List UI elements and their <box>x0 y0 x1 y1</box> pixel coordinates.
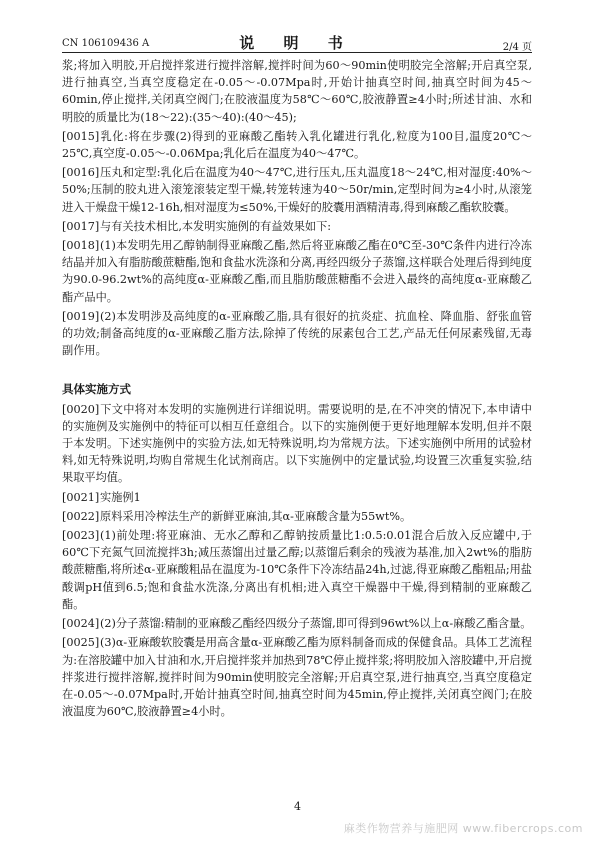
paragraph-text: 与有关技术相比,本发明实施例的有益效果如下: <box>100 219 332 233</box>
paragraph-0024 <box>62 615 532 632</box>
paragraph-text: (1)本发明先用乙醇钠制得亚麻酸乙酯,然后将亚麻酸乙酯在0℃至-30℃条件内进行冷冻结晶并加入有脂肪酸蔗糖酯,饱和食盐水洗涤和分离,再经四级分子蒸馏,这样联合处理后得到纯度为90.0-96.2wt%的高纯度α-亚麻酸乙酯,而且脂肪酸蔗糖酯不会进入最终的高纯度α-亚麻酸乙酯产品中。 <box>62 239 532 304</box>
paragraph-continued <box>62 57 532 126</box>
paragraph-text: (2)分子蒸馏:精制的亚麻酸乙酯经四级分子蒸馏,即可得到96wt%以上α-麻酸乙酯含量。 <box>100 617 532 631</box>
paragraph-0023 <box>62 527 532 613</box>
paragraph-text: 乳化:将在步骤(2)得到的亚麻酸乙酯转入乳化罐进行乳化,粒度为100目,温度20℃～25℃,真空度-0.05～-0.06Mpa;乳化后在温度为40～47℃。 <box>62 129 532 161</box>
paragraph-number: [0020] <box>62 402 100 416</box>
paragraph-number: [0017] <box>62 219 100 233</box>
paragraph-text: (1)前处理:将亚麻油、无水乙醇和乙醇钠按质量比1:0.5:0.01混合后放入反应罐中,于60℃下充氮气回流搅拌3h;减压蒸馏出过量乙醇;以蒸馏后剩余的残液为基准,加入2wt%的脂肪酸蔗糖酯,将所述α-亚麻酸粗品在温度为-10℃条件下冷冻结晶24h,过滤,得亚麻酸乙酯粗品;用盐酸调pH值到6.5;饱和食盐水洗涤,分离出有机相;进入真空干燥器中干燥,得到精制的亚麻酸乙酯。 <box>62 529 532 611</box>
paragraph-number: [0025] <box>62 636 100 650</box>
paragraph-0021 <box>62 489 532 506</box>
paragraph-0016 <box>62 164 532 216</box>
paragraph-number: [0022] <box>62 509 100 523</box>
document-body <box>62 57 532 722</box>
paragraph-0019 <box>62 308 532 360</box>
paragraph-number: [0021] <box>62 490 100 504</box>
paragraph-text: (3)α-亚麻酸软胶囊是用高含量α-亚麻酸乙酯为原料制备而成的保健食品。具体工艺流程为:在溶胶罐中加入甘油和水,开启搅拌浆并加热到78℃停止搅拌浆;将明胶加入溶胶罐中,开启搅拌浆进行搅拌溶解,搅拌时间为90min使明胶完全溶解;开启真空泵,进行抽真空,当真空度稳定在-0.05～-0.07Mpa时,开始计抽真空时间,抽真空时间为45min,停止搅拌,关闭真空阀门;在胶液温度为60℃,胶液静置≥4小时。 <box>62 636 532 719</box>
page-number: 4 <box>294 800 301 813</box>
paragraph-0025 <box>62 634 532 720</box>
paragraph-text: 压丸和定型:乳化后在温度为40～47℃,进行压丸,压丸温度18～24℃,相对湿度:40%～50%;压制的胶丸进入滚笼滚装定型干燥,转笼转速为40～50r/min,定型时间为≥4小时,从滚笼进入干燥盘干燥12-16h,相对湿度为≤50%,干燥好的胶囊用酒精清毒,得到麻酸乙酯软胶囊。 <box>62 166 532 214</box>
publication-number: CN 106109436 A <box>62 38 150 49</box>
paragraph-0020 <box>62 401 532 487</box>
paragraph-0018 <box>62 237 532 306</box>
paragraph-text: 实施例1 <box>100 490 141 504</box>
watermark: 麻类作物营养与施肥网 www.fibercrops.com <box>343 822 583 835</box>
paragraph-number: [0016] <box>62 166 100 180</box>
paragraph-text: 原料采用冷榨法生产的新鲜亚麻油,其α-亚麻酸含量为55wt%。 <box>100 509 412 523</box>
paragraph-number: [0018] <box>62 239 100 253</box>
paragraph-number: [0024] <box>62 617 100 631</box>
paragraph-number: [0023] <box>62 529 100 543</box>
paragraph-0017 <box>62 218 532 235</box>
section-heading: 具体实施方式 <box>62 382 131 397</box>
page-of-indicator: 2/4 页 <box>502 42 532 53</box>
page-header <box>62 30 532 53</box>
paragraph-0022 <box>62 508 532 525</box>
paragraph-number: [0019] <box>62 309 100 323</box>
paragraph-number: [0015] <box>62 129 100 143</box>
paragraph-0015 <box>62 128 532 162</box>
paragraph-text: 浆;将加入明胶,开启搅拌浆进行搅拌溶解,搅拌时间为60～90min使明胶完全溶解;开启真空泵,进行抽真空,当真空度稳定在-0.05～-0.07Mpa时,开始计抽真空时间,抽真空时间为45～60min,停止搅拌,关闭真空阀门;在胶液温度为58℃～60℃,胶液静置≥4小时;所述甘油、水和明胶的质量比为(18～22):(35～40):(40～45); <box>62 59 532 124</box>
paragraph-text: 下文中将对本发明的实施例进行详细说明。需要说明的是,在不冲突的情况下,本申请中的实施例及实施例中的特征可以相互任意组合。以下的实施例便于更好地理解本发明,但并不限于本发明。下述实施例中的实验方法,如无特殊说明,均为常规方法。下述实施例中所用的试验材料,如无特殊说明,均购自常规生化试剂商店。以下实施例中的定量试验,均设置三次重复实验,结果取平均值。 <box>62 402 532 485</box>
paragraph-text: (2)本发明涉及高纯度的α-亚麻酸乙脂,具有很好的抗炎症、抗血栓、降血脂、舒张血管的功效;制备高纯度的α-亚麻酸乙脂方法,除掉了传统的尿素包合工艺,产品无任何尿素残留,无毒副作用。 <box>62 309 532 358</box>
page-title: 说 明 书 <box>239 34 355 52</box>
